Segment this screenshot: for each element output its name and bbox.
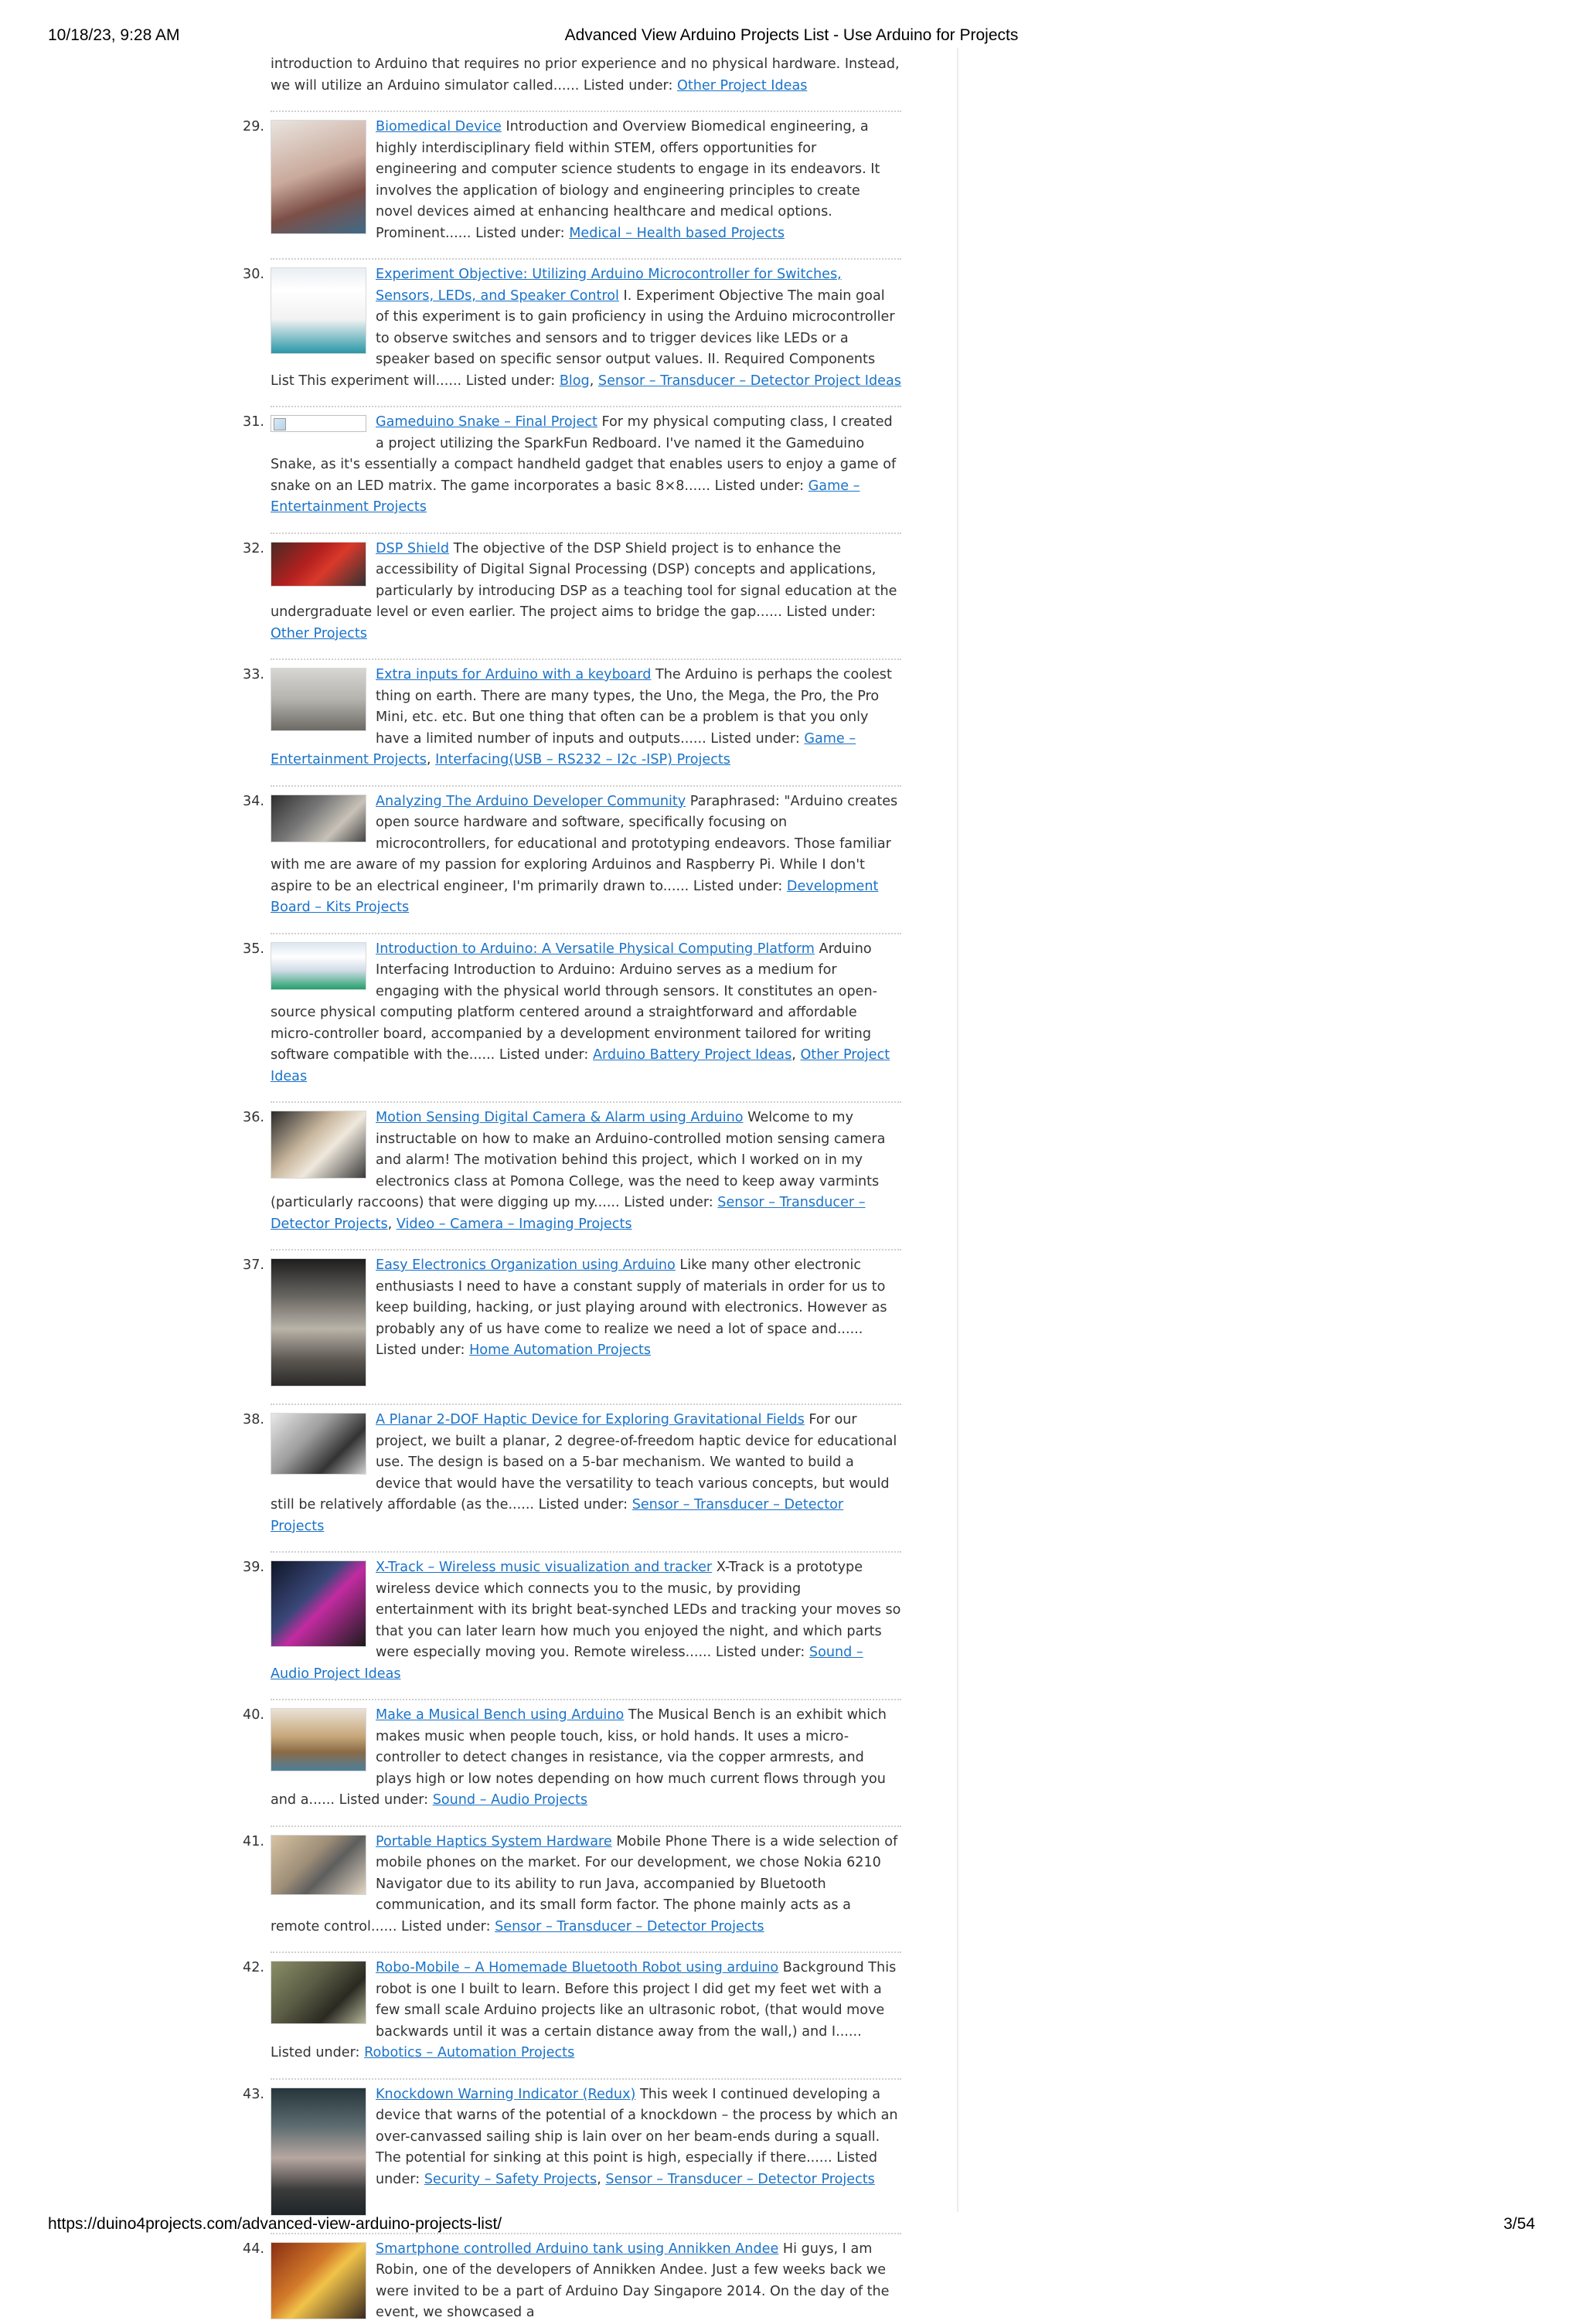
project-thumbnail[interactable] <box>271 1835 366 1895</box>
project-title-link[interactable]: A Planar 2-DOF Haptic Device for Exploring Gravitational Fields <box>376 1412 805 1427</box>
category-link[interactable]: Blog <box>559 373 590 389</box>
project-number: 29. <box>243 119 264 134</box>
project-description: For my physical computing class, I created a project utilizing the SparkFun Redboard. I've named it the Gameduino Snake, as it's essentially a compact handheld gadget that enables users to enjoy a game of snake on an LED matrix. The game incorporates a basic 8×8...... Listed under: <box>271 414 897 494</box>
project-item <box>243 1551 901 1685</box>
project-body <box>271 2239 901 2324</box>
project-title-link[interactable]: Analyzing The Arduino Developer Community <box>376 793 686 809</box>
project-title-link[interactable]: Easy Electronics Organization using Arduino <box>376 1257 676 1273</box>
project-title-link[interactable]: Gameduino Snake – Final Project <box>376 414 597 430</box>
project-thumbnail[interactable] <box>271 267 366 354</box>
project-body <box>271 1557 901 1685</box>
project-description: Background This robot is one I built to learn. Before this project I did get my feet wet with a few small scale Arduino projects like an ultrasonic robot, (that would move backwards until it was a certain distance away from the wall,) and I...... Listed under: <box>271 1960 897 2060</box>
project-description: Arduino Interfacing Introduction to Arduino: Arduino serves as a medium for engaging with the physical world through sensors. It constitutes an open-source physical computing platform centered around a straightforward and affordable micro-controller board, accompanied by a development environment tailored for writing software compatible with the...... Listed under: <box>271 941 877 1063</box>
category-link[interactable]: Sensor – Transducer – Detector Projects <box>271 1497 844 1534</box>
project-body <box>271 791 901 919</box>
category-link[interactable]: Interfacing(USB – RS232 – I2c -ISP) Projects <box>435 752 730 767</box>
project-body <box>271 1255 901 1390</box>
project-body <box>271 1958 901 2064</box>
category-link[interactable]: Other Project Ideas <box>271 1047 890 1084</box>
project-thumbnail[interactable] <box>271 542 366 587</box>
project-item <box>243 1826 901 1938</box>
project-body: Experiment Objective: Utilizing Arduino Microcontroller for Switches, Sensors, LEDs, and Speaker Control I. Experiment Objective The main goal of this experiment is to gain proficiency in using the Arduino microcontroller to observe switches and sensors and to trigger devices like LEDs or a speaker based on specific sensor output values. II. Required Components List This experiment will...... Listed under: Blog, Sensor – Transducer – Detector Project Ideas <box>271 267 901 389</box>
print-footer <box>48 2215 1535 2237</box>
project-description: I. Experiment Objective The main goal of this experiment is to gain proficiency in using the Arduino microcontroller to observe switches and sensors and to trigger devices like LEDs or a speaker based on specific sensor output values. II. Required Components List This experiment will...... Listed under: <box>271 288 895 389</box>
project-number: 39. <box>243 1560 264 1575</box>
project-description: The Musical Bench is an exhibit which makes music when people touch, kiss, or hold hands. It uses a micro-controller to detect changes in resistance, via the copper armrests, and plays high or low notes depending on how much current flows through you and a...... Listed under: <box>271 1707 887 1808</box>
project-list <box>243 111 901 2324</box>
project-item <box>243 2233 901 2324</box>
intro-category-link[interactable]: Other Project Ideas <box>676 77 808 94</box>
intro-text: introduction to Arduino that requires no prior experience and no physical hardware. Instead, we will utilize an Arduino simulator called...... Listed under: <box>271 56 900 94</box>
sidebar-divider <box>957 48 958 2212</box>
project-number: 38. <box>243 1412 264 1427</box>
category-link[interactable]: Sound – Audio Projects <box>432 1792 588 1808</box>
project-thumbnail[interactable] <box>271 120 366 234</box>
project-number: 36. <box>243 1110 264 1125</box>
project-description: For our project, we built a planar, 2 degree-of-freedom haptic device for educational use. The design is based on a 5-bar mechanism. We wanted to build a device that would have the versatility to teach various concepts, but would still be relatively affordable (as the...... Listed under: <box>271 1412 897 1512</box>
project-item <box>243 1699 901 1812</box>
category-link[interactable]: Other Projects <box>271 625 367 641</box>
project-number: 41. <box>243 1833 264 1849</box>
category-link[interactable]: Game – Entertainment Projects <box>271 478 860 515</box>
project-body <box>271 1705 901 1812</box>
project-body: Motion Sensing Digital Camera & Alarm using Arduino Welcome to my instructable on how to make an Arduino-controlled motion sensing camera and alarm! The motivation behind this project, which I worked on in my electronics class at Pomona College, was the need to keep away varmints (particularly raccoons) that were digging up my...... Listed under: Sensor – Transducer – Detector Projects, Video – Camera – Imaging Projects <box>271 1110 886 1232</box>
project-thumbnail[interactable] <box>271 795 366 842</box>
category-link[interactable]: Sensor – Transducer – Detector Project Ideas <box>597 373 901 389</box>
category-link[interactable]: Home Automation Projects <box>469 1342 652 1358</box>
project-body <box>271 1410 901 1537</box>
project-thumbnail[interactable] <box>271 1708 366 1771</box>
category-link[interactable]: Sound – Audio Project Ideas <box>271 1645 863 1682</box>
category-link[interactable]: Game – Entertainment Projects <box>271 730 856 767</box>
project-list-content <box>243 54 901 2324</box>
project-body: Introduction to Arduino: A Versatile Physical Computing Platform Arduino Interfacing Introduction to Arduino: Arduino serves as a medium for engaging with the physical world through sensors. It constitutes an open-source physical computing platform centered around a straightforward and affordable micro-controller board, accompanied by a development environment tailored for writing software compatible with the...... Listed under: Arduino Battery Project Ideas, Other Project Ideas <box>271 941 890 1084</box>
project-number: 37. <box>243 1257 264 1273</box>
project-body: Extra inputs for Arduino with a keyboard The Arduino is perhaps the coolest thing on earth. There are many types, the Uno, the Mega, the Pro, the Pro Mini, etc. etc. But one thing that often can be a problem is that you only have a limited number of inputs and outputs...... Listed under: Game – Entertainment Projects, Interfacing(USB – RS232 – I2c -ISP) Projects <box>271 667 892 767</box>
project-item <box>243 406 901 519</box>
intro-paragraph <box>271 54 901 97</box>
project-number: 44. <box>243 2241 264 2257</box>
project-thumbnail[interactable] <box>271 668 366 731</box>
project-title-link[interactable]: Experiment Objective: Utilizing Arduino Microcontroller for Switches, Sensors, LEDs, and Speaker Control <box>376 267 842 304</box>
project-description: X-Track is a prototype wireless device which connects you to the music, by providing entertainment with its bright beat-synched LEDs and tracking your moves so that you can later learn how much you enjoyed the night, and which parts were especially moving you. Remote wireless...... Listed under: <box>376 1560 901 1660</box>
category-link[interactable]: Medical – Health based Projects <box>569 225 785 241</box>
project-thumbnail[interactable] <box>271 1413 366 1475</box>
project-thumbnail[interactable] <box>271 1258 366 1387</box>
project-title-link[interactable]: DSP Shield <box>376 540 450 556</box>
project-number: 42. <box>243 1960 264 1975</box>
project-item <box>243 1249 901 1390</box>
project-title-link[interactable]: X-Track – Wireless music visualization and tracker <box>376 1560 713 1575</box>
project-description: The Arduino is perhaps the coolest thing on earth. There are many types, the Uno, the Mega, the Pro, the Pro Mini, etc. etc. But one thing that often can be a problem is that you only have a limited number of inputs and outputs...... Listed under: <box>376 667 892 747</box>
print-header <box>48 26 1535 48</box>
project-description: Paraphrased: "Arduino creates open source hardware and software, specifically focusing on microcontrollers, for educational and prototyping endeavors. Those familiar with me are aware of my passion for exploring Arduinos and Raspberry Pi. While I don't aspire to be an electrical engineer, I'm primarily drawn to...... Listed under: <box>271 793 898 894</box>
project-thumbnail[interactable] <box>271 1111 366 1179</box>
project-number: 30. <box>243 267 264 282</box>
project-title-link[interactable]: Introduction to Arduino: A Versatile Physical Computing Platform <box>376 941 815 957</box>
project-body <box>271 1832 901 1938</box>
project-title-link[interactable]: Biomedical Device <box>376 119 502 134</box>
print-page-title: Advanced View Arduino Projects List - Use Arduino for Projects <box>564 26 1019 44</box>
category-link[interactable]: Sensor – Transducer – Detector Projects <box>605 2171 875 2187</box>
print-url: https://duino4projects.com/advanced-view-arduino-projects-list/ <box>48 2215 502 2233</box>
project-item <box>243 1404 901 1537</box>
project-item <box>243 1951 901 2064</box>
project-number: 31. <box>243 414 264 430</box>
project-thumbnail[interactable] <box>271 1961 366 2024</box>
project-number: 40. <box>243 1707 264 1723</box>
project-item <box>243 533 901 645</box>
project-title-link[interactable]: Extra inputs for Arduino with a keyboard <box>376 667 652 682</box>
project-number: 32. <box>243 540 264 556</box>
project-description: The objective of the DSP Shield project is to enhance the accessibility of Digital Signal Processing (DSP) concepts and applications, particularly by introducing DSP as a teaching tool for signal education at the undergraduate level or even earlier. The project aims to bridge the gap...... Listed under: <box>271 540 897 620</box>
project-title-link[interactable]: Portable Haptics System Hardware <box>376 1833 612 1849</box>
project-body: Knockdown Warning Indicator (Redux) This week I continued developing a device that warns of the potential of a knockdown – the process by which an over-canvassed sailing ship is lain over on her beam-ends during a squall. The potential for sinking at this point is high, especially if there...... Listed under: Security – Safety Projects, Sensor – Transducer – Detector Projects <box>271 2084 901 2219</box>
project-thumbnail[interactable] <box>271 942 366 990</box>
project-number: 43. <box>243 2086 264 2102</box>
category-link[interactable]: Security – Safety Projects <box>424 2171 597 2187</box>
project-number: 34. <box>243 793 264 809</box>
project-item <box>243 1101 901 1235</box>
project-body <box>271 117 901 244</box>
project-title-link[interactable]: Make a Musical Bench using Arduino <box>376 1707 625 1723</box>
project-item <box>243 111 901 244</box>
broken-image-icon[interactable] <box>271 415 366 432</box>
project-item <box>243 933 901 1088</box>
project-description: Like many other electronic enthusiasts I need to have a constant supply of materials in order for us to keep building, hacking, or just playing around with electronics. However as probably any of us have come to realize we need a lot of space and...... Listed under: <box>376 1257 887 1358</box>
project-number: 33. <box>243 667 264 682</box>
category-link[interactable]: Sensor – Transducer – Detector Projects <box>271 1195 866 1232</box>
project-item <box>243 2078 901 2219</box>
project-description: Introduction and Overview Biomedical engineering, a highly interdisciplinary field within STEM, offers opportunities for engineering and computer science students to engage in its endeavors. It involves the application of biology and engineering principles to create novel devices aimed at enhancing healthcare and medical options. Prominent...... Listed under: <box>376 119 880 241</box>
category-link[interactable]: Video – Camera – Imaging Projects <box>396 1216 632 1232</box>
category-link[interactable]: Development Board – Kits Projects <box>271 878 879 915</box>
print-page-number: 3/54 <box>1503 2215 1535 2233</box>
project-thumbnail[interactable] <box>271 2088 366 2216</box>
category-link[interactable]: Robotics – Automation Projects <box>364 2045 575 2060</box>
print-timestamp: 10/18/23, 9:28 AM <box>48 26 180 44</box>
project-thumbnail[interactable] <box>271 1560 366 1647</box>
project-description: Hi guys, I am Robin, one of the developers of Annikken Andee. Just a few weeks back we were invited to be a part of Arduino Day Singapore 2014. On the day of the event, we showcased a <box>376 2241 890 2320</box>
project-number: 35. <box>243 941 264 957</box>
project-body <box>271 412 901 519</box>
project-description: This week I continued developing a device that warns of the potential of a knockdown – the process by which an over-canvassed sailing ship is lain over on her beam-ends during a squall. The potential for sinking at this point is high, especially if there...... Listed under: <box>376 2086 898 2187</box>
category-link[interactable]: Arduino Battery Project Ideas <box>592 1047 792 1063</box>
project-body <box>271 539 901 645</box>
category-link[interactable]: Sensor – Transducer – Detector Projects <box>495 1918 764 1934</box>
project-title-link[interactable]: Motion Sensing Digital Camera & Alarm using Arduino <box>376 1110 744 1125</box>
project-description: Mobile Phone There is a wide selection of mobile phones on the market. For our development, we chose Nokia 6210 Navigator due to its ability to run Java, accompanied by Bluetooth communication, and its small form factor. The phone mainly acts as a remote control...... Listed under: <box>271 1833 898 1934</box>
project-item <box>243 658 901 771</box>
project-item <box>243 258 901 392</box>
project-item <box>243 785 901 919</box>
project-title-link[interactable]: Robo-Mobile – A Homemade Bluetooth Robot using arduino <box>376 1960 779 1975</box>
project-thumbnail[interactable] <box>271 2242 366 2319</box>
project-description: Welcome to my instructable on how to make an Arduino-controlled motion sensing camera and alarm! The motivation behind this project, which I worked on in my electronics class at Pomona College, was the need to keep away varmints (particularly raccoons) that were digging up my...... Listed under: <box>271 1110 886 1210</box>
project-title-link[interactable]: Smartphone controlled Arduino tank using Annikken Andee <box>376 2241 779 2257</box>
project-title-link[interactable]: Knockdown Warning Indicator (Redux) <box>376 2086 636 2102</box>
